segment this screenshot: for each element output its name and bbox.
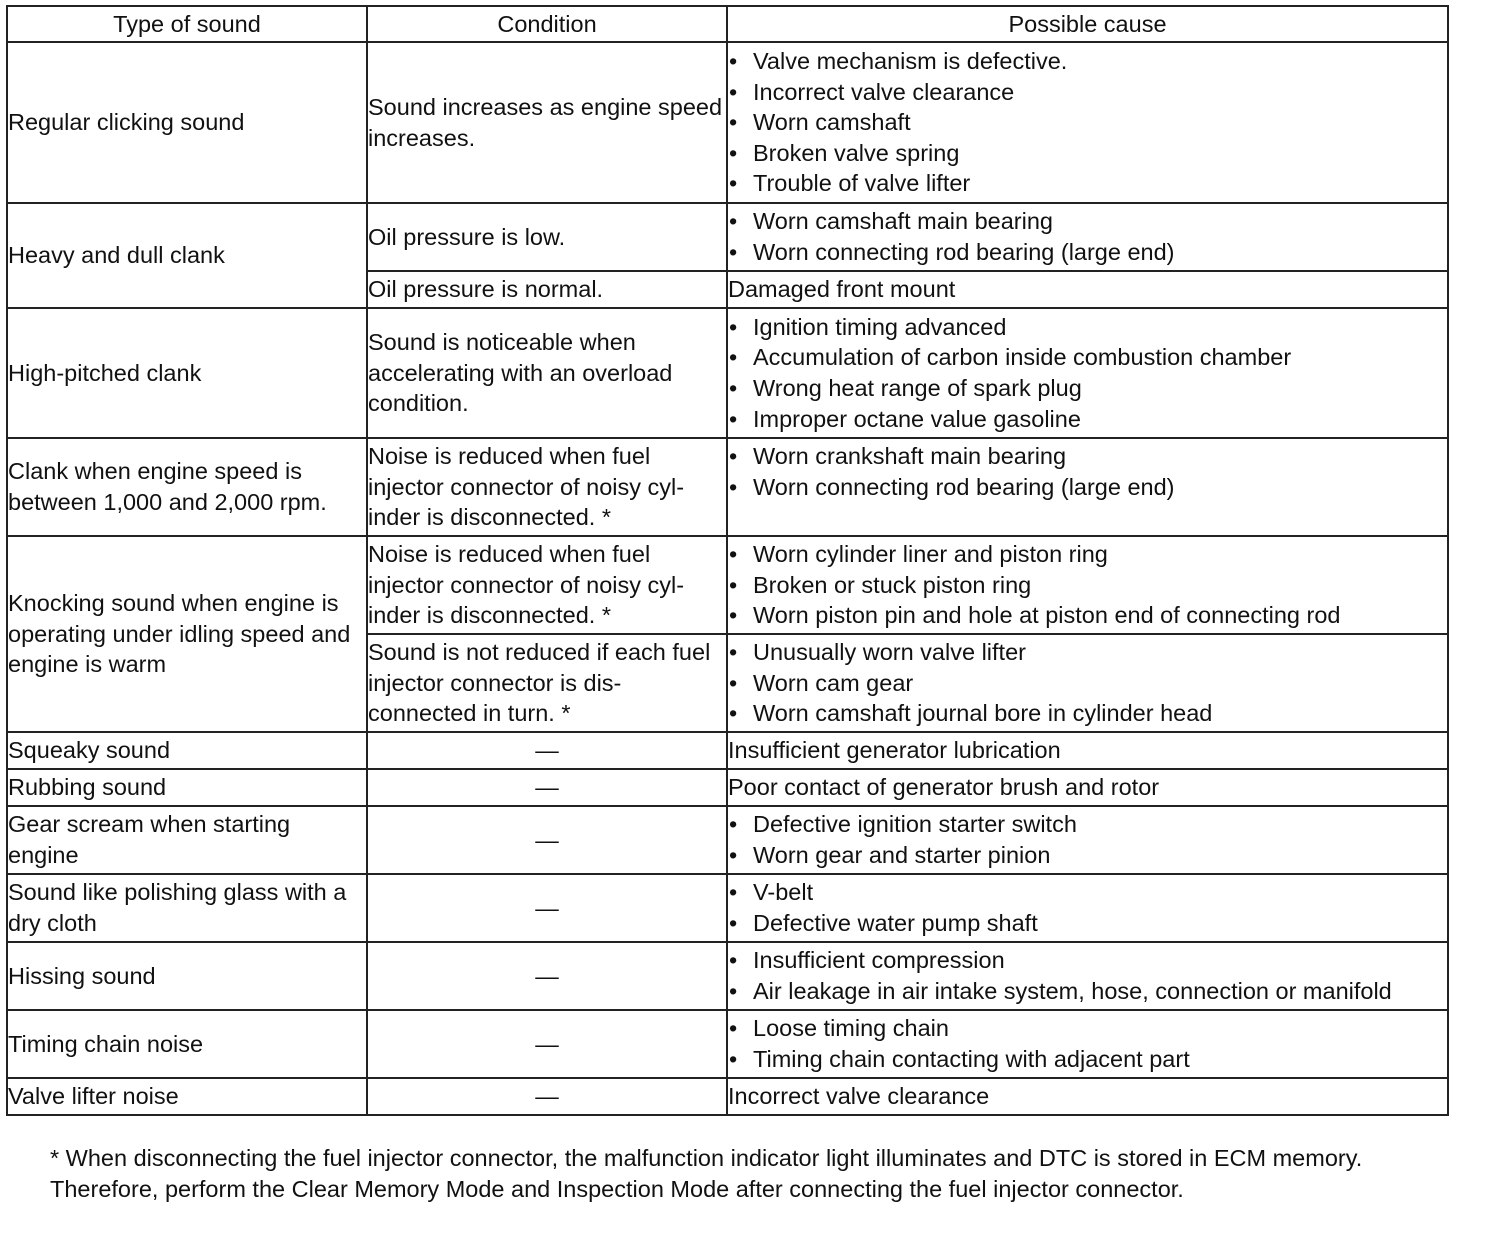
cause-item: • Worn crankshaft main bearing bbox=[728, 441, 1447, 472]
condition-cell: — bbox=[367, 942, 727, 1010]
sound-type-cell: Squeaky sound bbox=[7, 732, 367, 769]
header-row bbox=[7, 6, 1448, 42]
cause-cell bbox=[727, 806, 1448, 874]
footnote bbox=[50, 1143, 1362, 1205]
cause-list bbox=[728, 312, 1447, 434]
cause-list bbox=[728, 809, 1447, 870]
cause-cell bbox=[727, 203, 1448, 271]
condition-cell: — bbox=[367, 1078, 727, 1115]
header-type-of-sound: Type of sound bbox=[7, 6, 367, 42]
cause-item: • Worn camshaft bbox=[728, 107, 1447, 138]
sound-type-cell: Heavy and dull clank bbox=[7, 203, 367, 308]
cause-item: • Worn connecting rod bearing (large end) bbox=[728, 237, 1447, 268]
sound-type-cell: High-pitched clank bbox=[7, 308, 367, 438]
cause-list bbox=[728, 46, 1447, 199]
condition-cell: Sound is not reduced if each fuel injector connector is dis-connected in turn. * bbox=[367, 634, 727, 732]
sound-type-cell: Gear scream when starting engine bbox=[7, 806, 367, 874]
cause-item: • Accumulation of carbon inside combustion chamber bbox=[728, 342, 1447, 373]
header-condition: Condition bbox=[367, 6, 727, 42]
cause-cell bbox=[727, 308, 1448, 438]
cause-item: • Worn connecting rod bearing (large end) bbox=[728, 472, 1447, 503]
table-row bbox=[7, 769, 1448, 806]
cause-cell bbox=[727, 1010, 1448, 1078]
cause-cell: Poor contact of generator brush and rotor bbox=[727, 769, 1448, 806]
cause-item: • V-belt bbox=[728, 877, 1447, 908]
cause-item: • Defective ignition starter switch bbox=[728, 809, 1447, 840]
condition-cell: — bbox=[367, 769, 727, 806]
condition-cell: Noise is reduced when fuel injector connector of noisy cyl-inder is disconnected. * bbox=[367, 438, 727, 536]
table-row bbox=[7, 1010, 1448, 1078]
cause-item: • Broken or stuck piston ring bbox=[728, 570, 1447, 601]
table-row bbox=[7, 732, 1448, 769]
table-row bbox=[7, 942, 1448, 1010]
cause-cell bbox=[727, 438, 1448, 536]
table-row bbox=[7, 42, 1448, 203]
sound-type-cell: Sound like polishing glass with a dry cloth bbox=[7, 874, 367, 942]
cause-item: • Valve mechanism is defective. bbox=[728, 46, 1447, 77]
cause-item: • Timing chain contacting with adjacent part bbox=[728, 1044, 1447, 1075]
cause-item: • Wrong heat range of spark plug bbox=[728, 373, 1447, 404]
condition-cell: Noise is reduced when fuel injector connector of noisy cyl-inder is disconnected. * bbox=[367, 536, 727, 634]
table-row bbox=[7, 438, 1448, 536]
engine-noise-table bbox=[6, 5, 1449, 1116]
sound-type-cell: Regular clicking sound bbox=[7, 42, 367, 203]
cause-item: • Broken valve spring bbox=[728, 138, 1447, 169]
table-row bbox=[7, 1078, 1448, 1115]
cause-list bbox=[728, 637, 1447, 729]
sound-type-cell: Clank when engine speed is between 1,000 and 2,000 rpm. bbox=[7, 438, 367, 536]
cause-item: • Trouble of valve lifter bbox=[728, 168, 1447, 199]
condition-cell: Oil pressure is low. bbox=[367, 203, 727, 271]
cause-item: • Worn piston pin and hole at piston end of connecting rod bbox=[728, 600, 1447, 631]
table-row bbox=[7, 203, 1448, 271]
cause-cell bbox=[727, 942, 1448, 1010]
cause-item: • Worn cylinder liner and piston ring bbox=[728, 539, 1447, 570]
cause-cell: Insufficient generator lubrication bbox=[727, 732, 1448, 769]
footnote-line: * When disconnecting the fuel injector connector, the malfunction indicator light illuminates and DTC is stored in ECM memory. bbox=[50, 1145, 1363, 1171]
cause-list bbox=[728, 539, 1447, 631]
cause-item: • Ignition timing advanced bbox=[728, 312, 1447, 343]
cause-list bbox=[728, 877, 1447, 938]
condition-cell: — bbox=[367, 1010, 727, 1078]
table-row bbox=[7, 806, 1448, 874]
table-row bbox=[7, 536, 1448, 634]
table-row bbox=[7, 874, 1448, 942]
cause-item: • Worn camshaft main bearing bbox=[728, 206, 1447, 237]
header-possible-cause: Possible cause bbox=[727, 6, 1448, 42]
cause-list bbox=[728, 206, 1447, 267]
cause-item: • Improper octane value gasoline bbox=[728, 404, 1447, 435]
cause-item: • Unusually worn valve lifter bbox=[728, 637, 1447, 668]
cause-cell: Damaged front mount bbox=[727, 271, 1448, 308]
cause-item: • Worn cam gear bbox=[728, 668, 1447, 699]
cause-item: • Worn camshaft journal bore in cylinder head bbox=[728, 698, 1447, 729]
cause-item: • Worn gear and starter pinion bbox=[728, 840, 1447, 871]
cause-list bbox=[728, 441, 1447, 502]
cause-item: • Loose timing chain bbox=[728, 1013, 1447, 1044]
cause-list bbox=[728, 945, 1447, 1006]
cause-cell bbox=[727, 536, 1448, 634]
sound-type-cell: Hissing sound bbox=[7, 942, 367, 1010]
cause-item: • Incorrect valve clearance bbox=[728, 77, 1447, 108]
footnote-line: Therefore, perform the Clear Memory Mode and Inspection Mode after connecting the fuel injector connector. bbox=[50, 1176, 1184, 1202]
cause-cell: Incorrect valve clearance bbox=[727, 1078, 1448, 1115]
condition-cell: — bbox=[367, 732, 727, 769]
condition-cell: — bbox=[367, 806, 727, 874]
cause-cell bbox=[727, 634, 1448, 732]
cause-item: • Defective water pump shaft bbox=[728, 908, 1447, 939]
condition-cell: — bbox=[367, 874, 727, 942]
cause-item: • Air leakage in air intake system, hose, connection or manifold bbox=[728, 976, 1447, 1007]
sound-type-cell: Rubbing sound bbox=[7, 769, 367, 806]
cause-list bbox=[728, 1013, 1447, 1074]
cause-item: • Insufficient compression bbox=[728, 945, 1447, 976]
cause-cell bbox=[727, 42, 1448, 203]
condition-cell: Oil pressure is normal. bbox=[367, 271, 727, 308]
condition-cell: Sound is noticeable when accelerating with an overload condition. bbox=[367, 308, 727, 438]
sound-type-cell: Timing chain noise bbox=[7, 1010, 367, 1078]
cause-cell bbox=[727, 874, 1448, 942]
condition-cell: Sound increases as engine speed increases. bbox=[367, 42, 727, 203]
sound-type-cell: Knocking sound when engine is operating under idling speed and engine is warm bbox=[7, 536, 367, 732]
table-row bbox=[7, 308, 1448, 438]
sound-type-cell: Valve lifter noise bbox=[7, 1078, 367, 1115]
